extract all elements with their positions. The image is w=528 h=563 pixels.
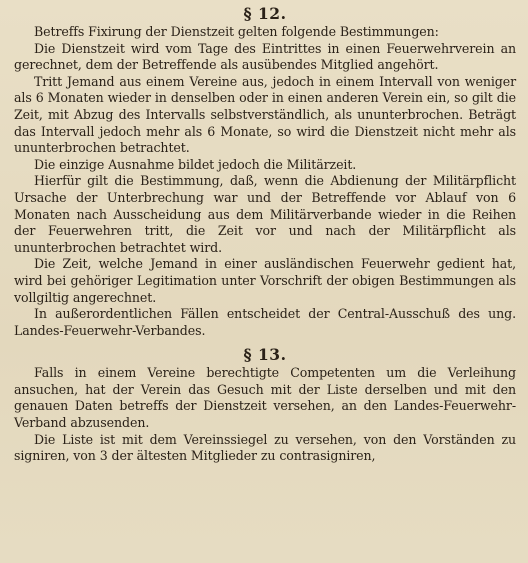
section-12-paragraph-5: Hierfür gilt die Bestimmung, daß, wenn die Abdienung der Militärpflicht Ursache der Unterbrechung war und der Betreffende vor Ablauf von 6 Monaten nach Ausscheidung aus dem Militärverbande wieder in die Reihen der Feuerwehren tritt, die Zeit vor und nach der Militärpflicht als ununterbrochen betrachtet wird. <box>14 173 516 255</box>
section-12-heading: § 12. <box>243 4 287 23</box>
section-13-heading: § 13. <box>243 345 287 365</box>
section-13-paragraph-1: Falls in einem Vereine berechtigte Competenten um die Verleihung ansuchen, hat der Verein das Gesuch mit der Liste derselben und mit den genauen Daten betreffs der Dienstzeit versehen, an den Landes-Feuerwehr-Verband abzusenden. <box>14 365 516 431</box>
section-12-paragraph-6: Die Zeit, welche Jemand in einer ausländischen Feuerwehr gedient hat, wird bei gehöriger Legitimation unter Vorschrift der obigen Bestimmungen als vollgiltig angerechnet. <box>14 256 516 305</box>
section-12-paragraph-3: Tritt Jemand aus einem Vereine aus, jedoch in einem Intervall von weniger als 6 Monaten wieder in denselben oder in einen anderen Verein ein, so gilt die Zeit, mit Abzug des Intervalls selbstverständlich, als ununterbrochen. Beträgt das Intervall jedoch mehr als 6 Monate, so wird die Dienstzeit nicht mehr als ununterbrochen betrachtet. <box>14 73 516 156</box>
section-12-paragraph-1: Betreffs Fixirung der Dienstzeit gelten folgende Bestimmungen: <box>34 24 439 39</box>
section-12-paragraph-4: Die einzige Ausnahme bildet jedoch die Militärzeit. <box>34 156 357 172</box>
section-12-paragraph-7: In außerordentlichen Fällen entscheidet der Central-Ausschuß des ung. Landes-Feuerwehr-Verbandes. <box>14 306 516 338</box>
section-13-paragraph-2: Die Liste ist mit dem Vereinssiegel zu versehen, von den Vorständen zu signiren, von 3 der ältesten Mitglieder zu contrasigniren, <box>14 431 516 464</box>
section-12-paragraph-2: Die Dienstzeit wird vom Tage des Eintrittes in einen Feuerwehrverein an gerechnet, dem der Betreffende als ausübendes Mitglied angehört. <box>14 40 516 73</box>
